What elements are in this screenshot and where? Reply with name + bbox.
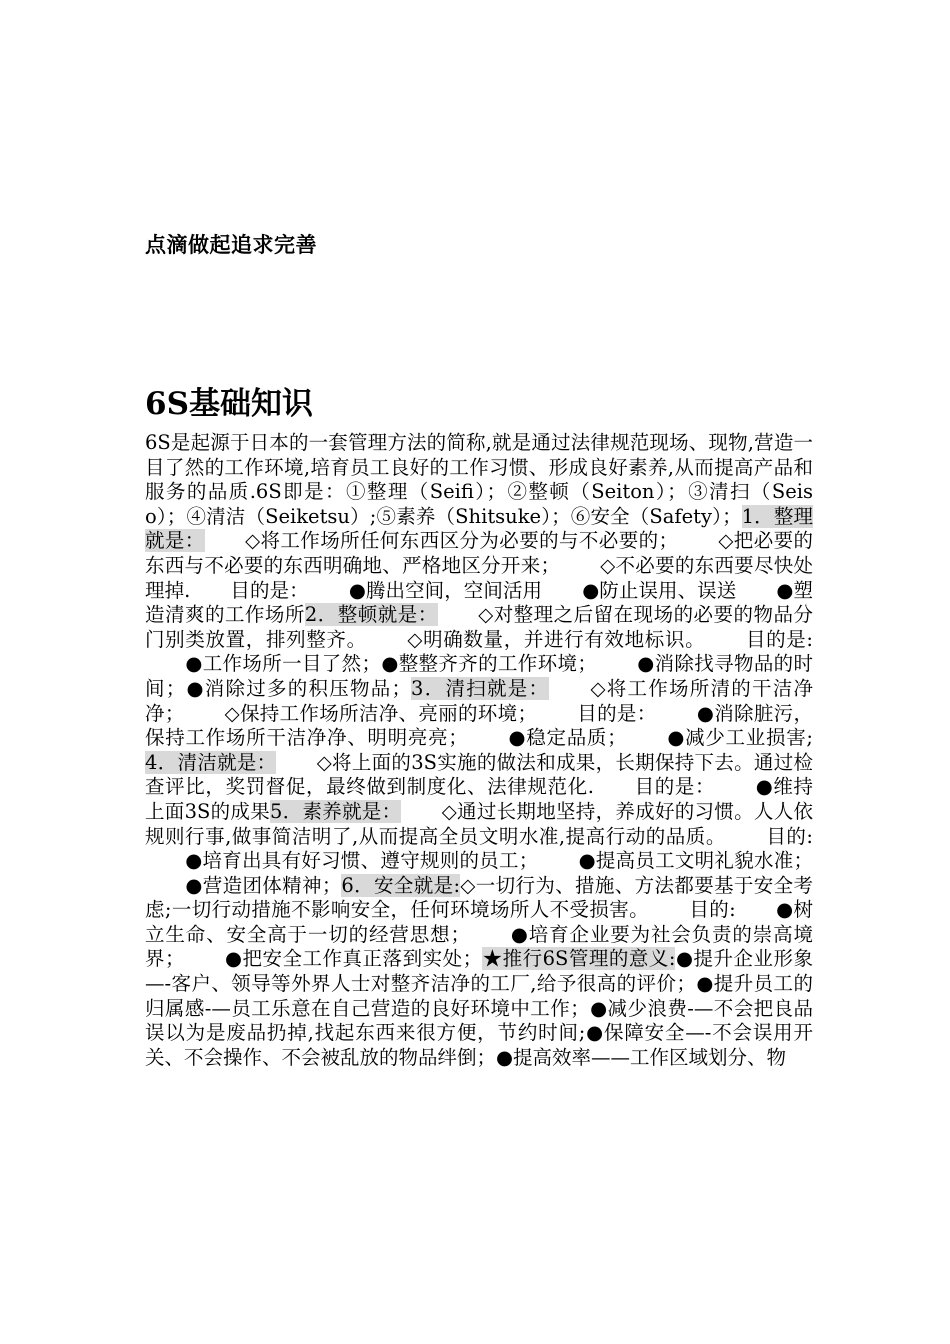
motto-heading: 点滴做起追求完善 — [145, 233, 317, 257]
document-title: 6S基础知识 — [145, 386, 313, 422]
section-5-purpose-label: 目的: — [765, 824, 813, 848]
section-5-purpose: ●营造团体精神； — [185, 873, 342, 897]
section-6-point: ◇一切行为、措施、方法都要基于安全考虑;一切行动措施不影响安全，任何环境场所人不受损害。 — [145, 873, 813, 922]
section-1-purpose-label: 目的是： — [230, 578, 309, 602]
section-2-point: ◇明确数量，并进行有效地标识。 — [406, 627, 706, 651]
section-2-heading: 2．整顿就是： — [304, 603, 438, 627]
section-3-purpose: ●减少工业损害; — [666, 726, 813, 750]
section-1-purpose: ●防止误用、误送 — [582, 578, 737, 602]
section-2-purpose: ●工作场所一目了然；●整整齐齐的工作环境； — [185, 652, 597, 676]
section-4-heading: 4．清洁就是： — [145, 750, 277, 774]
section-1-point: ◇将工作场所任何东西区分为必要的与不必要的； — [244, 529, 678, 553]
section-6-purpose: ●培育企业要为社会负责的崇高境界； — [145, 922, 813, 971]
section-5-purpose: ●培育出具有好习惯、遵守规则的员工； — [185, 849, 539, 873]
section-1-purpose: ●腾出空间，空间活用 — [348, 578, 543, 602]
section-2-point: ◇对整理之后留在现场的必要的物品分门别类放置，排列整齐。 — [145, 603, 813, 651]
section-4-point: ◇将上面的3S实施的做法和成果，长期保持下去。通过检查评比，奖罚督促，最终做到制度化、法律规范化. — [145, 750, 813, 799]
section-3-point: ◇将工作场所清的干洁净净； — [145, 676, 813, 725]
section-1-heading: 1．整理就是： — [145, 504, 813, 553]
significance-text: ●提升企业形象—-客户、领导等外界人士对整齐洁净的工厂,给予很高的评价；●提升员工的归属感-—员工乐意在自己营造的良好环境中工作；●减少浪费-—不会把良品误以为是废品扔掉,找起东西来很方便，节约时间;●保障安全—-不会误用开关、不会操作、不会被乱放的物品绊倒；●提高效率——工作区域划分、物 — [145, 947, 813, 1069]
section-4-purpose: ●维持上面3S的成果 — [145, 775, 814, 823]
section-3-purpose-label: 目的是： — [576, 701, 657, 725]
section-5-heading: 5．素养就是： — [270, 799, 402, 823]
section-5-purpose: ●提高员工文明礼貌水准； — [578, 849, 813, 873]
intro-text: 6S是起源于日本的一套管理方法的简称,就是通过法律规范现场、现物,营造一目了然的工作环境,培育员工良好的工作习惯、形成良好素养,从而提高产品和服务的品质.6S即是：①整理（Seifi）；②整顿（Seiton）；③清扫（Seiso）；④清洁（Seiketsu）;⑤素养（Shitsuke）；⑥安全（Safety）； — [145, 431, 813, 528]
section-6-purpose: ●树立生命、安全高于一切的经营思想； — [145, 898, 813, 946]
section-3-point: ◇保持工作场所洁净、亮丽的环境； — [224, 701, 537, 725]
section-5-point: ◇通过长期地坚持，养成好的习惯。人人依规则行事,做事简洁明了,从而提高全员文明水准,提高行动的品质。 — [145, 799, 813, 848]
section-6-purpose: ●把安全工作真正落到实处； — [224, 947, 483, 971]
section-3-purpose: ●消除脏污，保持工作场所干洁净净、明明亮亮； — [145, 701, 813, 750]
section-3-heading: 3．清扫就是： — [411, 676, 550, 700]
section-2-purpose-label: 目的是: — [745, 627, 813, 651]
section-1-purpose: ●塑造清爽的工作场所 — [145, 578, 814, 627]
section-1-point: ◇把必要的东西与不必要的东西明确地、严格地区分开来； — [145, 529, 813, 577]
section-6-purpose-label: 目的: — [689, 898, 736, 922]
section-2-purpose: ●消除找寻物品的时间；●消除过多的积压物品； — [145, 652, 814, 700]
section-1-point: ◇不必要的东西要尽快处理掉. — [145, 553, 813, 602]
significance-heading: ★推行6S管理的意义: — [482, 947, 676, 971]
section-4-purpose-label: 目的是： — [633, 775, 716, 799]
section-3-purpose: ●稳定品质； — [507, 726, 627, 750]
section-6-heading: 6．安全就是: — [341, 873, 461, 897]
body-paragraph — [145, 431, 813, 1070]
